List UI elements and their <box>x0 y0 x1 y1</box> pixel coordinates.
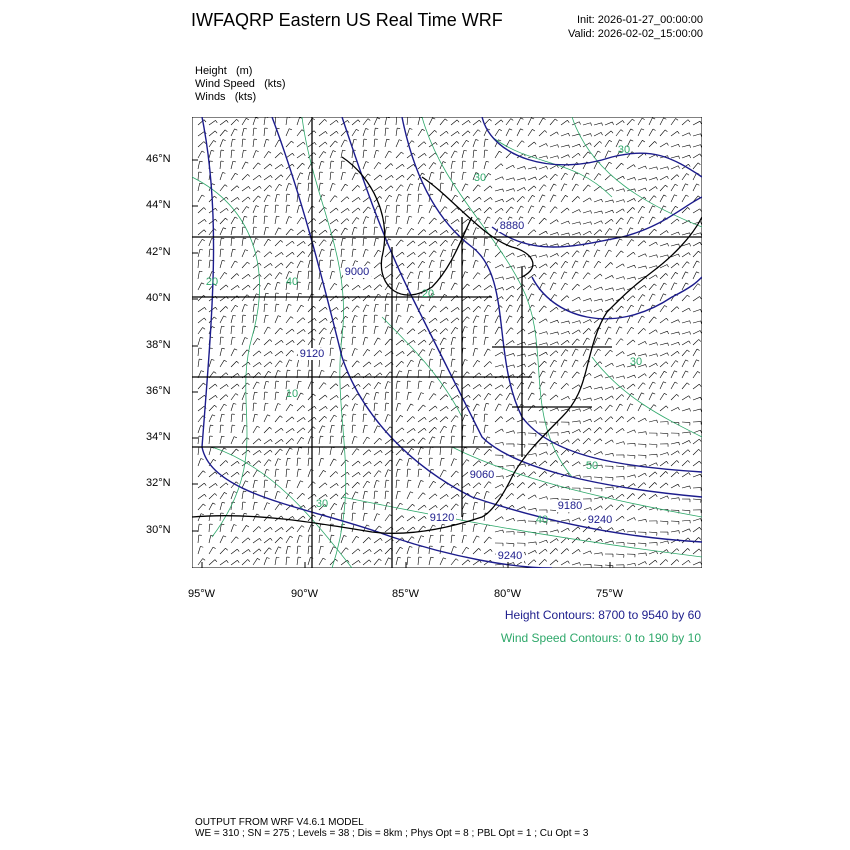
init-time: Init: 2026-01-27_00:00:00 <box>577 14 703 26</box>
lat-tick-label: 32°N <box>146 477 171 489</box>
height-contour-label <box>586 514 614 526</box>
svg-text:9120: 9120 <box>429 512 455 524</box>
map-title: IWFAQRP Eastern US Real Time WRF <box>191 10 503 30</box>
height-contour-label <box>496 550 524 562</box>
svg-text:8880: 8880 <box>499 220 525 232</box>
lat-tick-label: 46°N <box>146 153 171 165</box>
legend-winds: Winds (kts) <box>195 91 257 103</box>
lon-tick-label: 75°W <box>596 588 624 600</box>
height-contour-label <box>556 500 584 512</box>
wind-speed-contour-label: 20 <box>205 276 219 288</box>
height-contour-label <box>298 348 326 360</box>
model-config: WE = 310 ; SN = 275 ; Levels = 38 ; Dis = 8km ; Phys Opt = 8 ; PBL Opt = 1 ; Cu Opt = 3 <box>195 828 589 839</box>
svg-text:9240: 9240 <box>587 514 613 526</box>
model-info: OUTPUT FROM WRF V4.6.1 MODEL <box>195 817 364 828</box>
lat-tick-label: 34°N <box>146 431 171 443</box>
lon-tick-label: 85°W <box>392 588 420 600</box>
height-contour-label <box>468 469 496 481</box>
wind-speed-contour-label: 30 <box>315 498 329 510</box>
height-contour-label <box>343 266 371 278</box>
wind-speed-contour-label: 30 <box>473 172 487 184</box>
wind-speed-contour-label: 30 <box>617 144 631 156</box>
lat-tick-label: 40°N <box>146 292 171 304</box>
lat-tick-label: 36°N <box>146 385 171 397</box>
lon-tick-label: 90°W <box>291 588 319 600</box>
wind-speed-contour-label: 20 <box>421 288 435 300</box>
height-contour-label <box>428 512 456 524</box>
legend-wind-speed: Wind Speed (kts) <box>195 78 286 90</box>
lat-tick-label: 44°N <box>146 199 171 211</box>
legend-height: Height (m) <box>195 65 253 77</box>
lon-tick-label: 80°W <box>494 588 522 600</box>
wind-speed-contour-label: 30 <box>629 356 643 368</box>
lat-tick-label: 42°N <box>146 246 171 258</box>
lon-tick-label: 95°W <box>188 588 216 600</box>
wind-speed-contour-label: 40 <box>535 514 549 526</box>
wind-speed-contour-info: Wind Speed Contours: 0 to 190 by 10 <box>500 631 701 645</box>
svg-text:9120: 9120 <box>299 348 325 360</box>
wind-speed-contour-label: 50 <box>585 460 599 472</box>
svg-text:9000: 9000 <box>344 266 370 278</box>
svg-text:9180: 9180 <box>557 500 583 512</box>
svg-text:9060: 9060 <box>469 469 495 481</box>
lat-tick-label: 30°N <box>146 524 171 536</box>
valid-time: Valid: 2026-02-02_15:00:00 <box>568 28 703 40</box>
wind-speed-contour-label: 40 <box>285 276 299 288</box>
height-contour-info: Height Contours: 8700 to 9540 by 60 <box>504 608 701 622</box>
wind-speed-contour-label: 10 <box>285 388 299 400</box>
svg-text:9240: 9240 <box>497 550 523 562</box>
height-contour-label <box>498 220 526 232</box>
lat-tick-label: 38°N <box>146 339 171 351</box>
map-panel <box>192 117 702 568</box>
